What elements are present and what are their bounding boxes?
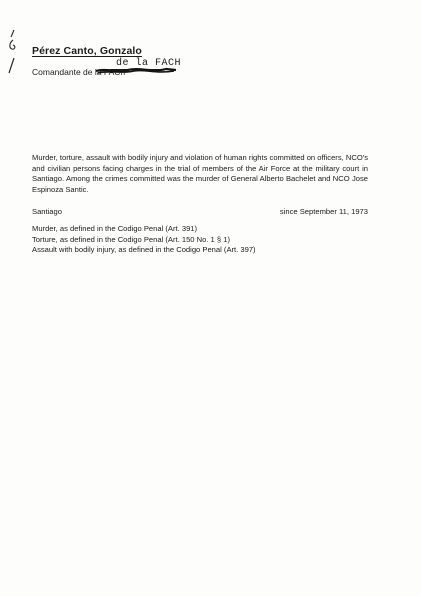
place: Santiago (32, 207, 62, 216)
margin-pen-marks (0, 0, 30, 90)
defendant-name: Pérez Canto, Gonzalo (32, 45, 142, 57)
rank-prefix: Comandante (32, 67, 81, 77)
crime-description: Murder, torture, assault with bodily injury and violation of human rights committed on officers, NCO's and civilian persons facing charges in the trial of members of the Air Force at the military court in Santiago. Among the crimes committed was the murder of General Alberto Bachelet and NCO Jose Espinoza Santic. (32, 153, 368, 194)
strike-through-scribble (96, 65, 178, 77)
charge-item: Murder, as defined in the Codigo Penal (Art. 391) (32, 224, 198, 233)
rank-struck-text: de la FACh (83, 67, 126, 77)
charge-item: Torture, as defined in the Codigo Penal (Art. 150 No. 1 § 1) (32, 234, 230, 244)
place-date-row (32, 207, 368, 218)
charges-list (32, 224, 256, 256)
charge-item: Assault with bodily injury, as defined in the Codigo Penal (Art. 397) (32, 245, 256, 255)
date: since September 11, 1973 (279, 207, 368, 216)
typed-correction: de la FACH (116, 58, 182, 69)
